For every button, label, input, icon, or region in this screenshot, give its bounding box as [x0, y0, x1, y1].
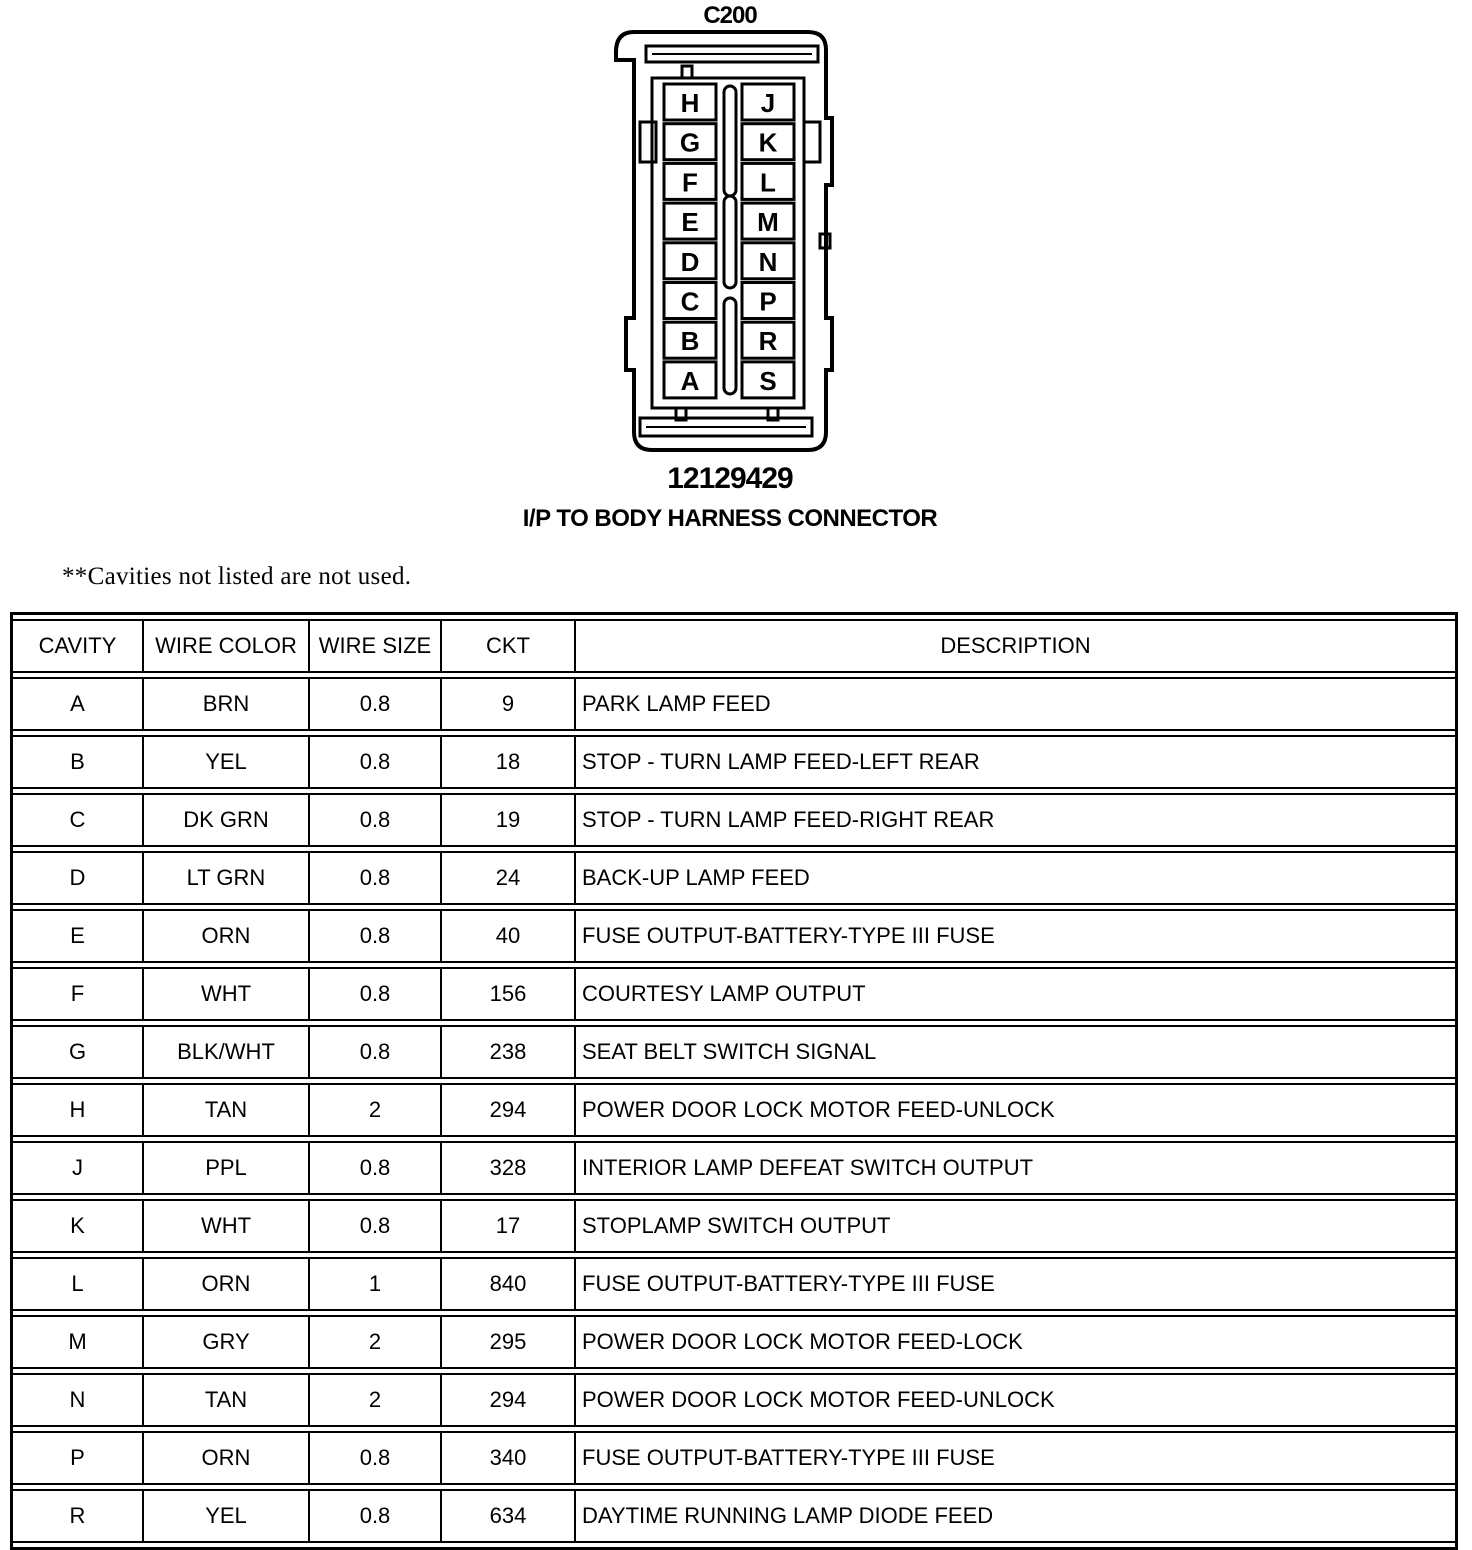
housing-tab-right [804, 122, 820, 162]
cell-cavity: M [13, 1315, 144, 1369]
cell-wire-color: TAN [144, 1373, 310, 1427]
cell-wire-size: 0.8 [310, 735, 442, 789]
table-row [13, 1489, 1455, 1543]
cavity-label: E [681, 207, 699, 238]
cell-cavity: R [13, 1489, 144, 1543]
cell-ckt: 238 [442, 1025, 576, 1079]
cell-cavity: A [13, 677, 144, 731]
pinout-table [10, 612, 1458, 1550]
cell-wire-color: LT GRN [144, 851, 310, 905]
cell-cavity: H [13, 1083, 144, 1137]
cell-wire-size: 0.8 [310, 677, 442, 731]
cell-ckt: 840 [442, 1257, 576, 1311]
cavity-label: S [759, 365, 777, 396]
cell-wire-size: 1 [310, 1257, 442, 1311]
cavity-label: N [758, 246, 778, 277]
cell-wire-size: 2 [310, 1373, 442, 1427]
cell-ckt: 24 [442, 851, 576, 905]
cell-description: FUSE OUTPUT-BATTERY-TYPE III FUSE [576, 909, 1455, 963]
table-row [13, 1257, 1455, 1311]
header-description: DESCRIPTION [576, 619, 1455, 673]
table-row [13, 851, 1455, 905]
table-row [13, 1141, 1455, 1195]
cell-wire-color: YEL [144, 735, 310, 789]
cell-wire-size: 0.8 [310, 1141, 442, 1195]
cavity-label: D [680, 246, 700, 277]
cell-description: FUSE OUTPUT-BATTERY-TYPE III FUSE [576, 1257, 1455, 1311]
cavity-label: A [680, 365, 700, 396]
table-row [13, 735, 1455, 789]
cell-wire-size: 0.8 [310, 1025, 442, 1079]
cell-wire-size: 2 [310, 1315, 442, 1369]
cavity-label: C [680, 286, 700, 317]
cavity-label: J [760, 88, 776, 118]
table-row [13, 909, 1455, 963]
cell-wire-color: DK GRN [144, 793, 310, 847]
header-wire-size: WIRE SIZE [310, 619, 442, 673]
center-rib-bottom [724, 298, 736, 394]
cavity-label: F [682, 167, 698, 198]
cell-description: INTERIOR LAMP DEFEAT SWITCH OUTPUT [576, 1141, 1455, 1195]
cell-cavity: C [13, 793, 144, 847]
cell-ckt: 295 [442, 1315, 576, 1369]
table-header-row [13, 619, 1455, 673]
cell-cavity: P [13, 1431, 144, 1485]
cell-ckt: 156 [442, 967, 576, 1021]
cell-wire-color: ORN [144, 1257, 310, 1311]
connector-face-diagram [0, 0, 1472, 470]
connector-title: C200 [703, 2, 757, 29]
header-ckt: CKT [442, 619, 576, 673]
cavity-label: L [760, 167, 776, 198]
cell-ckt: 294 [442, 1083, 576, 1137]
cell-cavity: J [13, 1141, 144, 1195]
cavity-label: G [679, 127, 701, 158]
cell-wire-size: 0.8 [310, 1199, 442, 1253]
cell-wire-color: BLK/WHT [144, 1025, 310, 1079]
header-cavity: CAVITY [13, 619, 144, 673]
table-row [13, 1083, 1455, 1137]
cavity-label: K [758, 127, 778, 158]
center-rib-middle [724, 196, 736, 288]
housing-tab-left [640, 122, 656, 162]
cell-cavity: B [13, 735, 144, 789]
cell-description: SEAT BELT SWITCH SIGNAL [576, 1025, 1455, 1079]
cell-ckt: 40 [442, 909, 576, 963]
cell-wire-size: 0.8 [310, 793, 442, 847]
cell-description: STOP - TURN LAMP FEED-RIGHT REAR [576, 793, 1455, 847]
cell-wire-size: 0.8 [310, 851, 442, 905]
cell-wire-color: WHT [144, 1199, 310, 1253]
cell-ckt: 18 [442, 735, 576, 789]
cavity-label: R [758, 326, 778, 357]
cell-cavity: N [13, 1373, 144, 1427]
table-row [13, 677, 1455, 731]
header-wire-color: WIRE COLOR [144, 619, 310, 673]
cell-ckt: 634 [442, 1489, 576, 1543]
cell-cavity: K [13, 1199, 144, 1253]
cell-wire-size: 0.8 [310, 967, 442, 1021]
cell-wire-color: GRY [144, 1315, 310, 1369]
table-row [13, 1025, 1455, 1079]
cell-wire-size: 0.8 [310, 1489, 442, 1543]
cell-wire-color: TAN [144, 1083, 310, 1137]
cell-description: STOP - TURN LAMP FEED-LEFT REAR [576, 735, 1455, 789]
cell-description: DAYTIME RUNNING LAMP DIODE FEED [576, 1489, 1455, 1543]
cell-cavity: G [13, 1025, 144, 1079]
cell-ckt: 328 [442, 1141, 576, 1195]
table-row [13, 1373, 1455, 1427]
connector-description: I/P TO BODY HARNESS CONNECTOR [522, 505, 938, 532]
cell-ckt: 294 [442, 1373, 576, 1427]
cell-ckt: 17 [442, 1199, 576, 1253]
cell-description: BACK-UP LAMP FEED [576, 851, 1455, 905]
cell-wire-color: ORN [144, 1431, 310, 1485]
unused-cavities-note: **Cavities not listed are not used. [62, 563, 412, 590]
table-row [13, 793, 1455, 847]
cell-description: STOPLAMP SWITCH OUTPUT [576, 1199, 1455, 1253]
part-number: 12129429 [667, 462, 793, 495]
cell-description: POWER DOOR LOCK MOTOR FEED-UNLOCK [576, 1083, 1455, 1137]
cavity-grid [664, 84, 794, 398]
cell-wire-size: 0.8 [310, 909, 442, 963]
cell-description: POWER DOOR LOCK MOTOR FEED-UNLOCK [576, 1373, 1455, 1427]
cell-wire-color: WHT [144, 967, 310, 1021]
cell-wire-color: YEL [144, 1489, 310, 1543]
cavity-label: B [680, 326, 700, 357]
cavity-label: P [759, 286, 777, 317]
cell-wire-color: BRN [144, 677, 310, 731]
cell-wire-size: 0.8 [310, 1431, 442, 1485]
table-row [13, 967, 1455, 1021]
cell-cavity: F [13, 967, 144, 1021]
cell-description: POWER DOOR LOCK MOTOR FEED-LOCK [576, 1315, 1455, 1369]
cell-wire-size: 2 [310, 1083, 442, 1137]
cell-description: COURTESY LAMP OUTPUT [576, 967, 1455, 1021]
cell-wire-color: ORN [144, 909, 310, 963]
table-row [13, 1431, 1455, 1485]
table-row [13, 1199, 1455, 1253]
center-rib-top [724, 86, 736, 196]
cell-description: PARK LAMP FEED [576, 677, 1455, 731]
cell-description: FUSE OUTPUT-BATTERY-TYPE III FUSE [576, 1431, 1455, 1485]
cell-cavity: E [13, 909, 144, 963]
cell-cavity: L [13, 1257, 144, 1311]
cell-ckt: 19 [442, 793, 576, 847]
table-row [13, 1315, 1455, 1369]
cell-ckt: 9 [442, 677, 576, 731]
cavity-label: H [680, 88, 700, 118]
cell-ckt: 340 [442, 1431, 576, 1485]
cell-cavity: D [13, 851, 144, 905]
cavity-label: M [757, 207, 779, 238]
cell-wire-color: PPL [144, 1141, 310, 1195]
